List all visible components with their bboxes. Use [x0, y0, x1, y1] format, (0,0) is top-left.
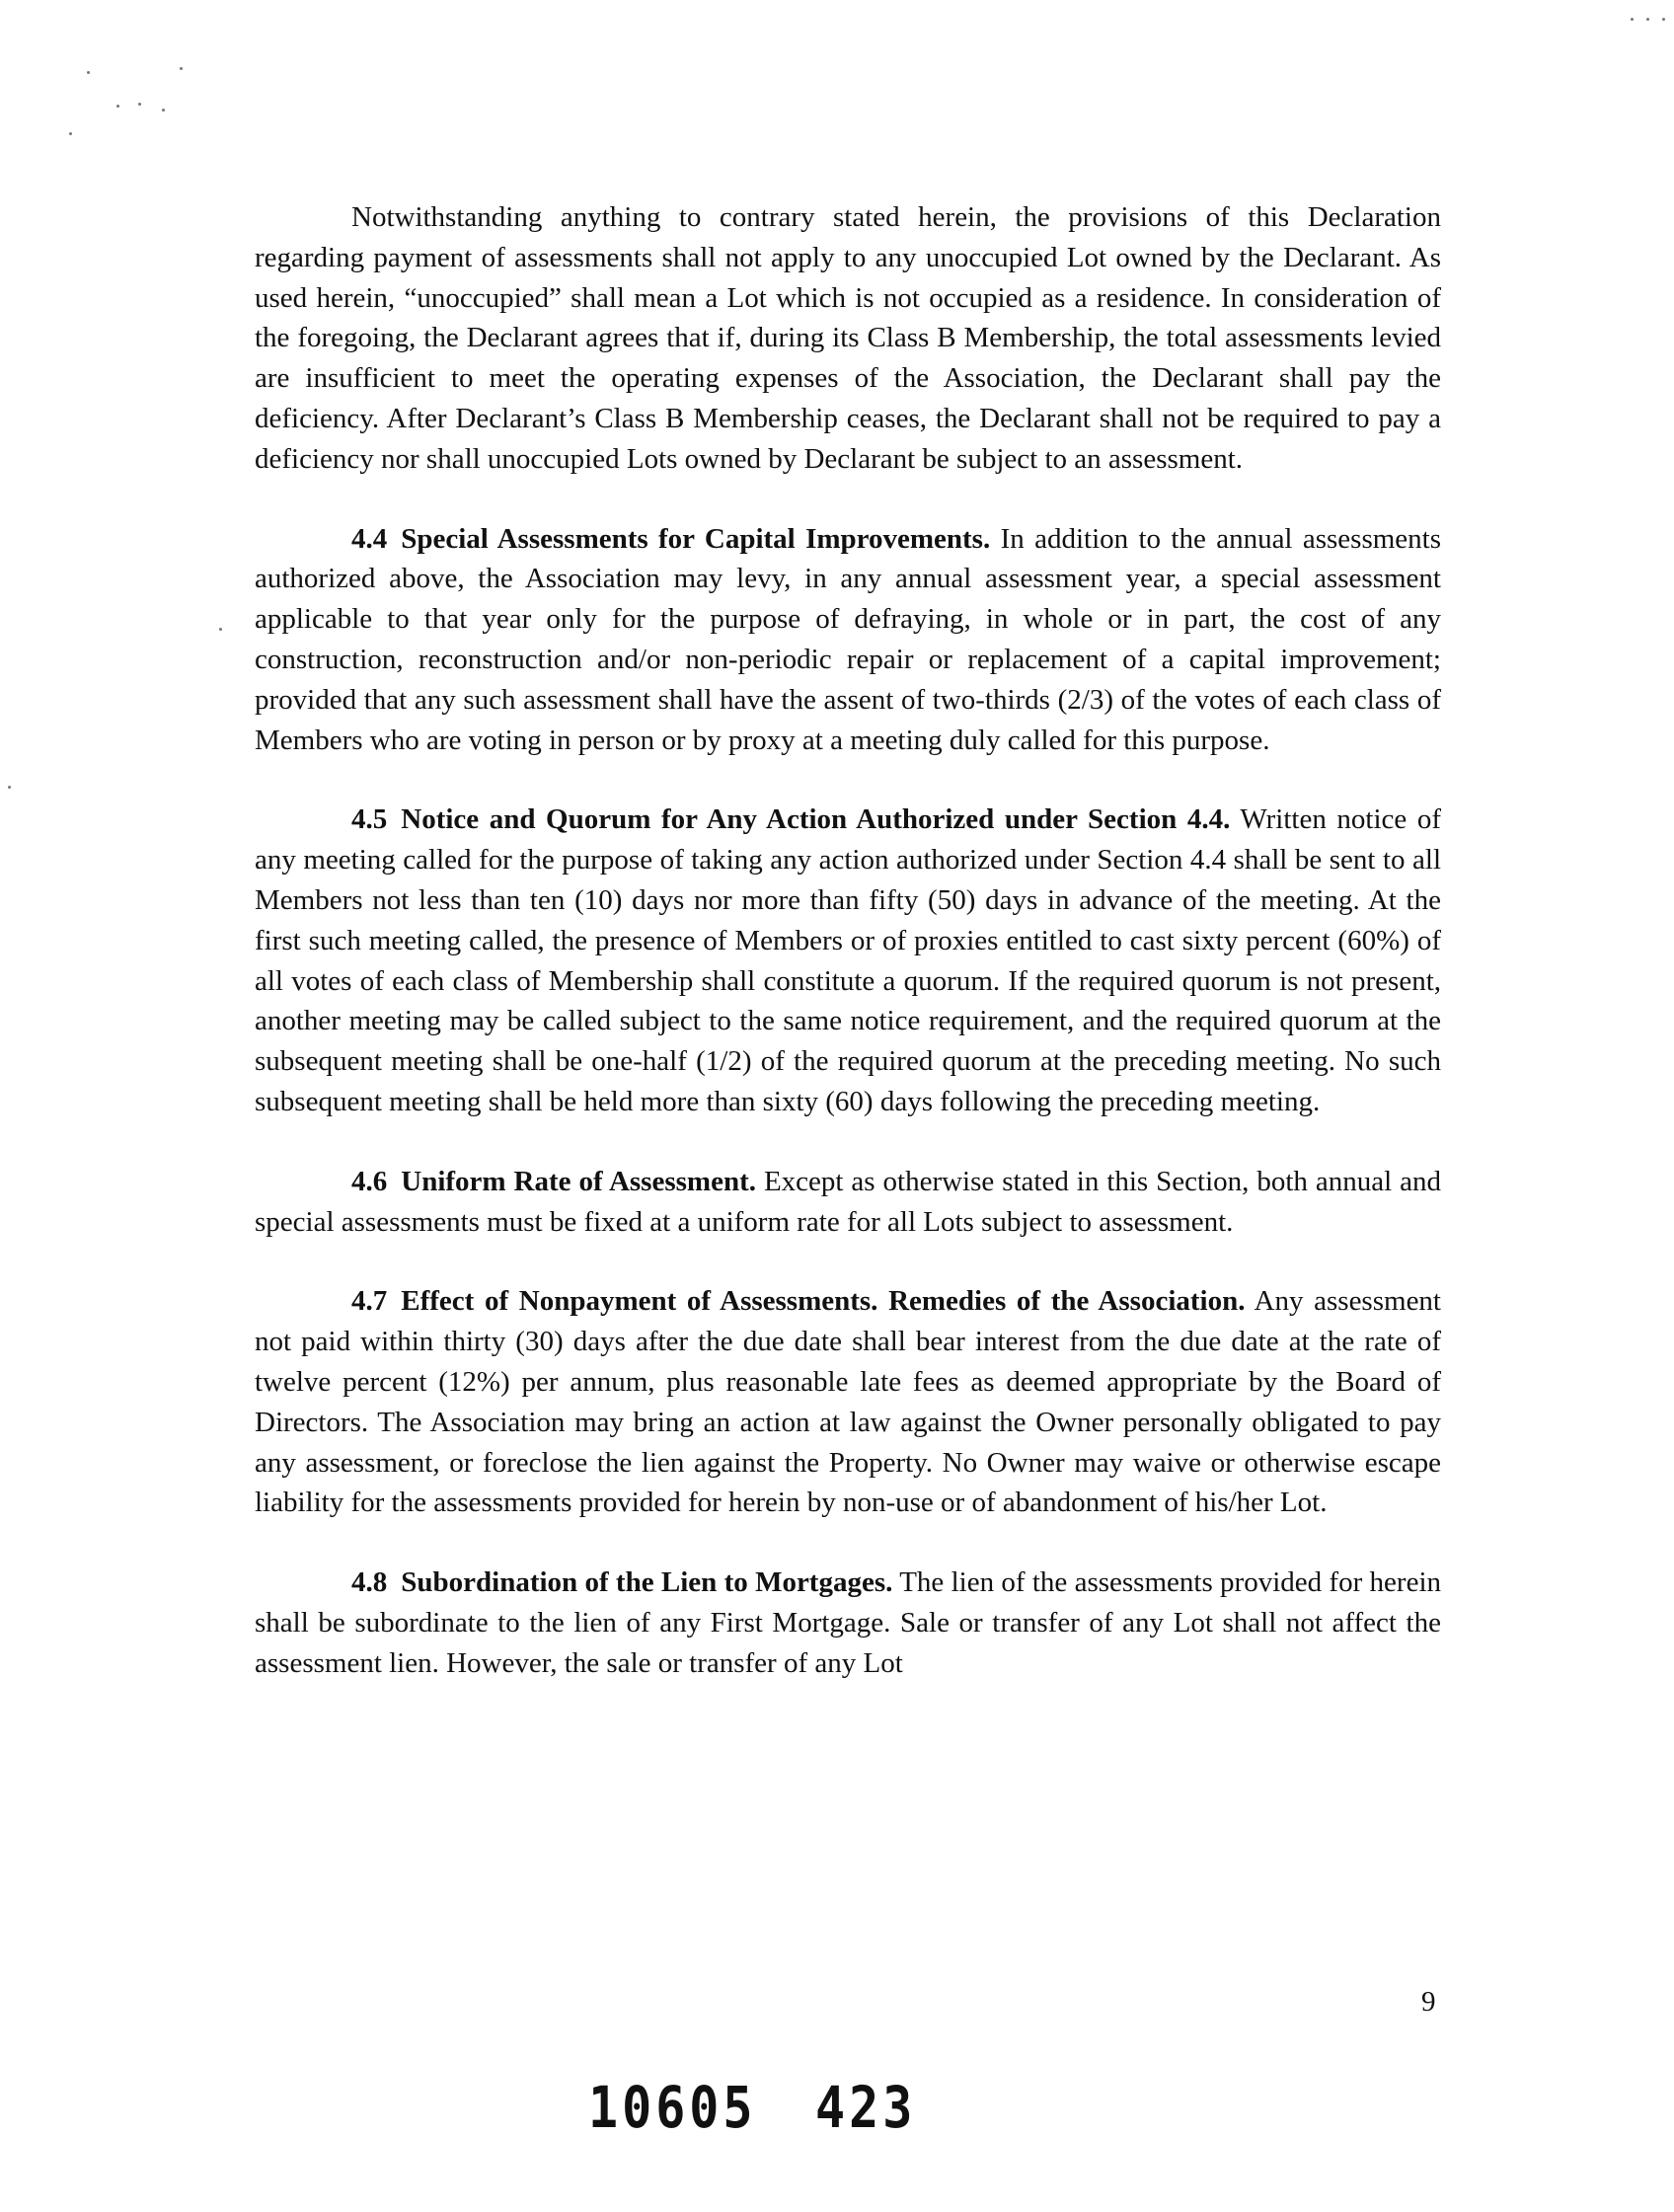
scan-speck: [1631, 18, 1634, 21]
section-4-4: [255, 519, 1441, 761]
section-body: Written notice of any meeting called for the purpose of taking any action authorized under Section 4.4 shall be sent to all Members not less than ten (10) days nor more than fifty (50) days in advance of the meeting. At the first such meeting called, the presence of Members or of proxies entitled to cast sixty percent (60%) of all votes of each class of Membership shall constitute a quorum. If the required quorum is not present, another meeting may be called subject to the same notice requirement, and the required quorum at the subsequent meeting shall be one-half (1/2) of the required quorum at the preceding meeting. No such subsequent meeting shall be held more than sixty (60) days following the preceding meeting.: [255, 803, 1441, 1117]
section-body: Any assessment not paid within thirty (30) days after the due date shall bear interest from the due date at the rate of twelve percent (12%) per annum, plus reasonable late fees as deemed appropriate by the Board of Directors. The Association may bring an action at law against the Owner personally obligated to pay any assessment, or foreclose the lien against the Property. No Owner may waive or otherwise escape liability for the assessments provided for herein by non-use or of abandonment of his/her Lot.: [255, 1285, 1441, 1519]
section-title: Notice and Quorum for Any Action Authorized under Section 4.4.: [401, 803, 1231, 836]
scan-speck: [87, 71, 90, 74]
section-number: 4.7: [351, 1285, 388, 1318]
section-body: The lien of the assessments provided for herein shall be subordinate to the lien of any First Mortgage. Sale or transfer of any Lot shall not affect the assessment lien. However, the sale or transfer of any Lot: [255, 1566, 1442, 1679]
section-title: Subordination of the Lien to Mortgages.: [401, 1566, 893, 1599]
section-body: Except as otherwise stated in this Section, both annual and special assessments must be fixed at a uniform rate for all Lots subject to assessment.: [255, 1165, 1441, 1238]
opening-paragraph: Notwithstanding anything to contrary stated herein, the provisions of this Declaration regarding payment of assessments shall not apply to any unoccupied Lot owned by the Declarant. As used herein, “unoccupied” shall mean a Lot which is not occupied as a residence. In consideration of the foregoing, the Declarant agrees that if, during its Class B Membership, the total assessments levied are insufficient to meet the operating expenses of the Association, the Declarant shall pay the deficiency. After Declarant’s Class B Membership ceases, the Declarant shall not be required to pay a deficiency nor shall unoccupied Lots owned by Declarant be subject to an assessment.: [255, 201, 1441, 475]
scan-speck: [180, 67, 183, 70]
section-title: Effect of Nonpayment of Assessments. Remedies of the Association.: [401, 1285, 1246, 1318]
document-body: [255, 197, 1441, 1723]
scan-speck: [116, 105, 119, 108]
section-body: In addition to the annual assessments authorized above, the Association may levy, in any annual assessment year, a special assessment applicable to that year only for the purpose of defraying, in whole or in part, the cost of any construction, reconstruction and/or non-periodic repair or replacement of a capital improvement; provided that any such assessment shall have the assent of two-thirds (2/3) of the votes of each class of Members who are voting in person or by proxy at a meeting duly called for this purpose.: [255, 522, 1442, 756]
scan-speck: [8, 786, 11, 789]
section-4-8: [255, 1563, 1441, 1683]
page-number: 9: [1421, 1986, 1436, 2018]
recording-book-number: 10605: [588, 2075, 757, 2141]
section-number: 4.6: [351, 1165, 388, 1197]
scan-speck: [1662, 18, 1665, 21]
section-number: 4.5: [351, 803, 388, 836]
scan-speck: [138, 103, 141, 106]
section-title: Special Assessments for Capital Improvements.: [401, 522, 991, 555]
scan-speck: [219, 628, 222, 631]
section-4-6: [255, 1162, 1441, 1243]
scan-speck: [1646, 18, 1649, 21]
section-title: Uniform Rate of Assessment.: [401, 1165, 756, 1197]
section-number: 4.4: [351, 522, 388, 555]
section-4-5: [255, 800, 1441, 1121]
section-4-7: [255, 1281, 1441, 1523]
recording-page-number: 423: [815, 2075, 917, 2141]
scan-speck: [162, 109, 165, 112]
scan-speck: [69, 132, 72, 135]
section-number: 4.8: [351, 1566, 388, 1599]
